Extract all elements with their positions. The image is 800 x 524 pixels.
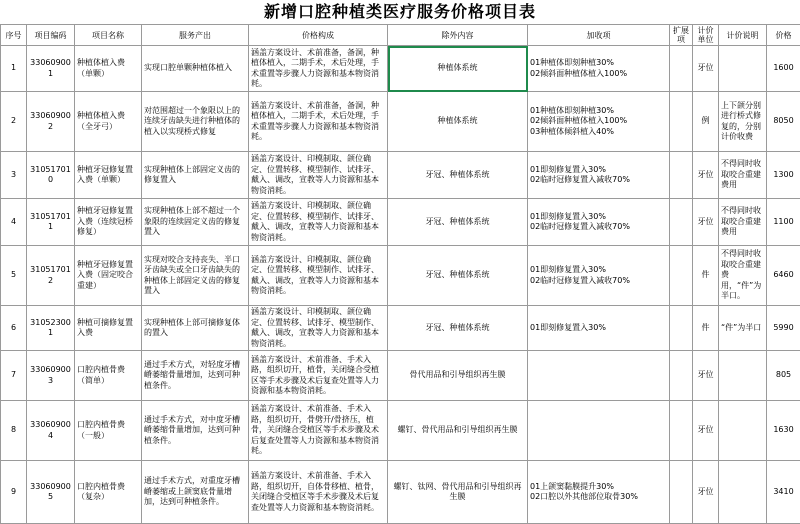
page-title: 新增口腔种植类医疗服务价格项目表 bbox=[0, 0, 800, 24]
addon-cell[interactable]: 01种植体即刻种植30% 02倾斜面种植体植入100% 03种植体倾斜植入40% bbox=[528, 92, 670, 152]
col-header-note: 计价说明 bbox=[719, 25, 767, 46]
price-composition-cell[interactable]: 涵盖方案设计、术前准备、手术入路，组织切开，骨劈开/骨挤压，植骨，关闭缝合受植区等手术步骤及术后复查处置等人力资源和基本物资消耗。 bbox=[249, 401, 388, 461]
item-code-cell[interactable]: 330609005 bbox=[27, 461, 75, 524]
price-composition-cell[interactable]: 涵盖方案设计、印模制取、颌位确定、位置转移、模型制作、试排牙、戴入、调改，宣教等人力资源和基本物资消耗。 bbox=[249, 152, 388, 199]
pricing-note-cell[interactable]: 不得同时收取咬合重建费用 bbox=[719, 199, 767, 246]
price-composition-cell[interactable]: 涵盖方案设计、术前准备，备洞，种植体植入，二期手术，术后处理，手术重置等步骤人力资源和基本物资消耗。 bbox=[249, 46, 388, 92]
row-index-cell[interactable]: 9 bbox=[1, 461, 27, 524]
addon-cell[interactable] bbox=[528, 351, 670, 401]
row-index-cell[interactable]: 1 bbox=[1, 46, 27, 92]
item-code-cell[interactable]: 330609001 bbox=[27, 46, 75, 92]
pricing-note-cell[interactable] bbox=[719, 351, 767, 401]
pricing-unit-cell[interactable]: 件 bbox=[693, 306, 719, 351]
service-output-cell[interactable]: 通过手术方式，对轻度牙槽嵴萎缩骨量增加，达到可种植条件。 bbox=[142, 351, 249, 401]
item-code-cell[interactable]: 330609004 bbox=[27, 401, 75, 461]
excluded-content-cell[interactable]: 牙冠、种植体系统 bbox=[388, 199, 528, 246]
header-row bbox=[1, 25, 800, 46]
pricing-unit-cell[interactable]: 牙位 bbox=[693, 199, 719, 246]
item-name-cell[interactable]: 种植可摘修复置入费 bbox=[75, 306, 142, 351]
pricing-unit-cell[interactable]: 牙位 bbox=[693, 461, 719, 524]
price-table bbox=[0, 24, 800, 524]
pricing-note-cell[interactable]: 不得同时收取咬合重建费用 bbox=[719, 152, 767, 199]
price-cell[interactable]: 6460 bbox=[767, 246, 800, 306]
extension-cell[interactable] bbox=[670, 152, 693, 199]
pricing-unit-cell[interactable]: 牙位 bbox=[693, 401, 719, 461]
row-index-cell[interactable]: 5 bbox=[1, 246, 27, 306]
price-composition-cell[interactable]: 涵盖方案设计、术前准备、手术入路，组织切开，自体骨移植、植骨，关闭缝合受植区等手术步骤及术后复查处置等人力资源和基本物资消耗。 bbox=[249, 461, 388, 524]
price-cell[interactable]: 1600 bbox=[767, 46, 800, 92]
row-index-cell[interactable]: 2 bbox=[1, 92, 27, 152]
item-code-cell[interactable]: 310517011 bbox=[27, 199, 75, 246]
item-code-cell[interactable]: 330609002 bbox=[27, 92, 75, 152]
price-composition-cell[interactable]: 涵盖方案设计、术前准备，备洞，种植体植入，二期手术，术后处理，手术重置等步骤人力资源和基本物资消耗。 bbox=[249, 92, 388, 152]
price-cell[interactable]: 805 bbox=[767, 351, 800, 401]
price-composition-cell[interactable]: 涵盖方案设计、印模制取、颌位确定、位置转移、试排牙、模型制作、戴入、调改，宣教等人力资源和基本物资消耗。 bbox=[249, 306, 388, 351]
price-cell[interactable]: 5990 bbox=[767, 306, 800, 351]
item-name-cell[interactable]: 种植体植入费（全牙弓） bbox=[75, 92, 142, 152]
table-row bbox=[1, 351, 800, 401]
price-cell[interactable]: 1300 bbox=[767, 152, 800, 199]
table-row bbox=[1, 306, 800, 351]
col-header-price: 价格 bbox=[767, 25, 800, 46]
item-name-cell[interactable]: 口腔内植骨费（一般） bbox=[75, 401, 142, 461]
excluded-content-cell[interactable]: 骨代用品和引导组织再生膜 bbox=[388, 351, 528, 401]
item-name-cell[interactable]: 种植牙冠修复置入费（连续冠桥修复） bbox=[75, 199, 142, 246]
service-output-cell[interactable]: 通过手术方式，对重度牙槽嵴萎缩或上颌窦底骨量增加，达到可种植条件。 bbox=[142, 461, 249, 524]
excluded-content-cell[interactable]: 螺钉、骨代用品和引导组织再生膜 bbox=[388, 401, 528, 461]
service-output-cell[interactable]: 实现对咬合支持丧失、半口牙齿缺失或全口牙齿缺失的种植体上部固定义齿的修复置入 bbox=[142, 246, 249, 306]
col-header-unit: 计价单位 bbox=[693, 25, 719, 46]
pricing-note-cell[interactable] bbox=[719, 46, 767, 92]
pricing-unit-cell[interactable]: 例 bbox=[693, 92, 719, 152]
extension-cell[interactable] bbox=[670, 351, 693, 401]
table-row bbox=[1, 461, 800, 524]
pricing-note-cell[interactable]: “件”为半口 bbox=[719, 306, 767, 351]
price-composition-cell[interactable]: 涵盖方案设计、印模制取、颌位确定、位置转移、模型制作、试排牙、戴入、调改，宣教等人力资源和基本物资消耗。 bbox=[249, 199, 388, 246]
addon-cell[interactable]: 01即刻修复置入30% 02临时冠修复置入减收70% bbox=[528, 152, 670, 199]
row-index-cell[interactable]: 6 bbox=[1, 306, 27, 351]
table-row bbox=[1, 46, 800, 92]
addon-cell[interactable]: 01即刻修复置入30% bbox=[528, 306, 670, 351]
excluded-content-cell[interactable]: 螺钉、钛网、骨代用品和引导组织再生膜 bbox=[388, 461, 528, 524]
addon-cell[interactable] bbox=[528, 401, 670, 461]
col-header-name: 项目名称 bbox=[75, 25, 142, 46]
item-name-cell[interactable]: 种植牙冠修复置入费（固定咬合重建） bbox=[75, 246, 142, 306]
row-index-cell[interactable]: 3 bbox=[1, 152, 27, 199]
price-composition-cell[interactable]: 涵盖方案设计、术前准备、手术入路，组织切开，植骨，关闭缝合受植区等手术步骤及术后复查处置等人力资源和基本物资消耗。 bbox=[249, 351, 388, 401]
excluded-content-cell[interactable]: 种植体系统 bbox=[388, 46, 528, 92]
addon-cell[interactable]: 01即刻修复置入30% 02临时冠修复置入减收70% bbox=[528, 199, 670, 246]
excluded-content-cell[interactable]: 牙冠、种植体系统 bbox=[388, 152, 528, 199]
item-code-cell[interactable]: 310523001 bbox=[27, 306, 75, 351]
price-cell[interactable]: 1630 bbox=[767, 401, 800, 461]
service-output-cell[interactable]: 实现种植体上部可摘修复体的置入 bbox=[142, 306, 249, 351]
pricing-unit-cell[interactable]: 牙位 bbox=[693, 152, 719, 199]
extension-cell[interactable] bbox=[670, 246, 693, 306]
service-output-cell[interactable]: 实现种植体上部不超过一个象限的连续固定义齿的修复置入 bbox=[142, 199, 249, 246]
col-header-extension: 扩展项 bbox=[670, 25, 693, 46]
col-header-index: 序号 bbox=[1, 25, 27, 46]
excluded-content-cell[interactable]: 牙冠、种植体系统 bbox=[388, 306, 528, 351]
extension-cell[interactable] bbox=[670, 46, 693, 92]
pricing-unit-cell[interactable]: 牙位 bbox=[693, 351, 719, 401]
addon-cell[interactable]: 01上颌窦黏膜提升30% 02口腔以外其他部位取骨30% bbox=[528, 461, 670, 524]
table-row bbox=[1, 199, 800, 246]
pricing-note-cell[interactable]: 上下颌分别进行桥式修复的，分别计价收费 bbox=[719, 92, 767, 152]
extension-cell[interactable] bbox=[670, 401, 693, 461]
item-name-cell[interactable]: 口腔内植骨费（复杂） bbox=[75, 461, 142, 524]
table-row bbox=[1, 246, 800, 306]
col-header-composition: 价格构成 bbox=[249, 25, 388, 46]
extension-cell[interactable] bbox=[670, 199, 693, 246]
service-output-cell[interactable]: 通过手术方式，对中度牙槽嵴萎缩骨量增加，达到可种植条件。 bbox=[142, 401, 249, 461]
excluded-content-cell[interactable]: 种植体系统 bbox=[388, 92, 528, 152]
col-header-code: 项目编码 bbox=[27, 25, 75, 46]
service-output-cell[interactable]: 实现口腔单颗种植体植入 bbox=[142, 46, 249, 92]
addon-cell[interactable]: 01即刻修复置入30% 02临时冠修复置入减收70% bbox=[528, 246, 670, 306]
item-name-cell[interactable]: 种植体植入费（单颗） bbox=[75, 46, 142, 92]
pricing-note-cell[interactable] bbox=[719, 401, 767, 461]
addon-cell[interactable]: 01种植体即刻种植30% 02倾斜面种植体植入100% bbox=[528, 46, 670, 92]
row-index-cell[interactable]: 7 bbox=[1, 351, 27, 401]
row-index-cell[interactable]: 4 bbox=[1, 199, 27, 246]
item-code-cell[interactable]: 330609003 bbox=[27, 351, 75, 401]
item-code-cell[interactable]: 310517010 bbox=[27, 152, 75, 199]
extension-cell[interactable] bbox=[670, 306, 693, 351]
col-header-excluded: 除外内容 bbox=[388, 25, 528, 46]
service-output-cell[interactable]: 实现种植体上部固定义齿的修复置入 bbox=[142, 152, 249, 199]
service-output-cell[interactable]: 对范围超过一个象限以上的连续牙齿缺失进行种植体的植入以实现桥式修复 bbox=[142, 92, 249, 152]
col-header-addon: 加收项 bbox=[528, 25, 670, 46]
extension-cell[interactable] bbox=[670, 92, 693, 152]
item-name-cell[interactable]: 种植牙冠修复置入费（单颗） bbox=[75, 152, 142, 199]
extension-cell[interactable] bbox=[670, 461, 693, 524]
excluded-content-cell[interactable]: 牙冠、种植体系统 bbox=[388, 246, 528, 306]
price-composition-cell[interactable]: 涵盖方案设计、印模制取、颌位确定、位置转移、模型制作、试排牙、戴入、调改，宣教等人力资源和基本物资消耗。 bbox=[249, 246, 388, 306]
table-row bbox=[1, 401, 800, 461]
col-header-output: 服务产出 bbox=[142, 25, 249, 46]
price-cell[interactable]: 1100 bbox=[767, 199, 800, 246]
pricing-unit-cell[interactable]: 件 bbox=[693, 246, 719, 306]
table-row bbox=[1, 152, 800, 199]
price-cell[interactable]: 3410 bbox=[767, 461, 800, 524]
row-index-cell[interactable]: 8 bbox=[1, 401, 27, 461]
item-code-cell[interactable]: 310517012 bbox=[27, 246, 75, 306]
price-cell[interactable]: 8050 bbox=[767, 92, 800, 152]
table-row bbox=[1, 92, 800, 152]
pricing-unit-cell[interactable]: 牙位 bbox=[693, 46, 719, 92]
pricing-note-cell[interactable]: 不得同时收取咬合重建费用，“件”为半口。 bbox=[719, 246, 767, 306]
item-name-cell[interactable]: 口腔内植骨费（简单） bbox=[75, 351, 142, 401]
pricing-note-cell[interactable] bbox=[719, 461, 767, 524]
